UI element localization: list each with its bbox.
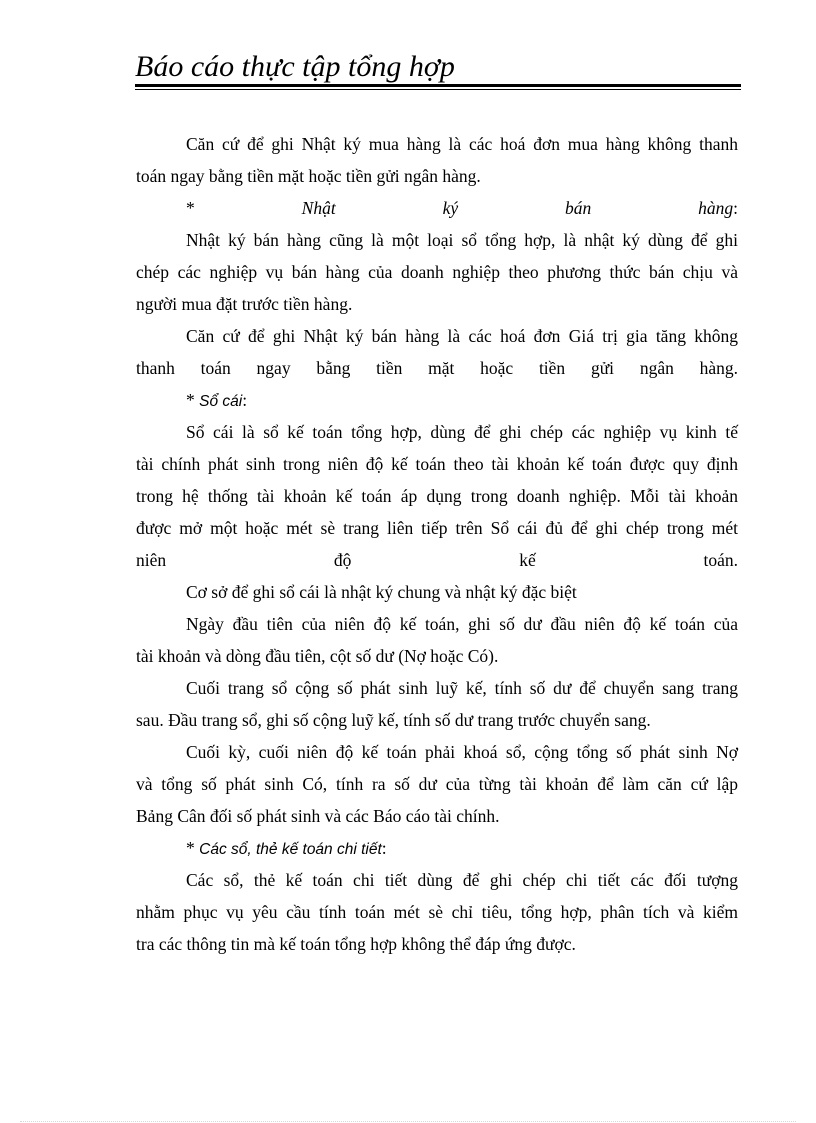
heading-label: Sổ cái [199, 393, 243, 410]
bullet-star: * [186, 390, 200, 410]
heading-word: ký [442, 198, 459, 218]
paragraph-line: Căn cứ để ghi Nhật ký bán hàng là các hoá đơn Giá trị gia tăng không [186, 326, 738, 346]
paragraph-line: được mở một hoặc mét sè trang liên tiếp trên Sổ cái đủ để ghi chép trong mét [136, 518, 738, 538]
paragraph-line: sau. Đầu trang sổ, ghi số cộng luỹ kế, tính số dư trang trước chuyển sang. [136, 710, 651, 730]
paragraph-line: thanh toán ngay bằng tiền mặt hoặc tiền gửi ngân hàng. [136, 358, 738, 378]
heading-so-the-chi-tiet [136, 832, 738, 864]
heading-word: hàng [698, 198, 734, 218]
paragraph-line: Nhật ký bán hàng cũng là một loại sổ tổng hợp, là nhật ký dùng để ghi [186, 230, 738, 250]
paragraph-line: tài chính phát sinh trong niên độ kế toán theo tài khoản kế toán được quy định [136, 454, 738, 474]
page-header-title: Báo cáo thực tập tổng hợp [135, 50, 455, 83]
paragraph-line: tài khoản và dòng đầu tiên, cột số dư (Nợ hoặc Có). [136, 646, 499, 666]
paragraph-line: nhằm phục vụ yêu cầu tính toán mét sè chỉ tiêu, tổng hợp, phân tích và kiểm [136, 902, 738, 922]
bullet-star: * [186, 198, 195, 218]
heading-word: Nhật [301, 198, 336, 218]
bullet-star: * [186, 838, 200, 858]
paragraph-line: chép các nghiệp vụ bán hàng của doanh nghiệp theo phương thức bán chịu và [136, 262, 738, 282]
paragraph-line: người mua đặt trước tiền hàng. [136, 294, 353, 314]
paragraph-line: Bảng Cân đối số phát sinh và các Báo cáo tài chính. [136, 806, 500, 826]
header-rule-thin [135, 89, 741, 90]
heading-label: Các sổ, thẻ kế toán chi tiết [199, 841, 382, 858]
page-footer-divider [20, 1121, 796, 1122]
heading-colon: : [733, 198, 739, 218]
paragraph-line: toán ngay bằng tiền mặt hoặc tiền gửi ngân hàng. [136, 166, 481, 186]
paragraph-line: Sổ cái là sổ kế toán tổng hợp, dùng để ghi chép các nghiệp vụ kinh tế [186, 422, 738, 442]
header-rule-thick [135, 84, 741, 87]
paragraph-line: Căn cứ để ghi Nhật ký mua hàng là các hoá đơn mua hàng không thanh [186, 134, 738, 154]
paragraph-line: trong hệ thống tài khoản kế toán áp dụng trong doanh nghiệp. Mỗi tài khoản [136, 486, 738, 506]
paragraph-line: niên độ kế toán. [136, 550, 738, 570]
heading-colon: : [242, 390, 248, 410]
heading-nhat-ky-ban-hang [136, 192, 738, 224]
heading-colon: : [381, 838, 387, 858]
paragraph-line: Ngày đầu tiên của niên độ kế toán, ghi số dư đầu niên độ kế toán của [186, 614, 738, 634]
paragraph-line: tra các thông tin mà kế toán tổng hợp không thể đáp ứng được. [136, 934, 576, 954]
paragraph-line: và tổng số phát sinh Có, tính ra số dư của từng tài khoản để làm căn cứ lập [136, 774, 738, 794]
heading-so-cai [136, 384, 738, 416]
heading-word: bán [565, 198, 592, 218]
document-body [136, 128, 738, 960]
paragraph-line: Các sổ, thẻ kế toán chi tiết dùng để ghi chép chi tiết các đối tượng [186, 870, 738, 890]
paragraph-line: Cơ sở để ghi sổ cái là nhật ký chung và nhật ký đặc biệt [186, 582, 577, 602]
paragraph-line: Cuối trang sổ cộng số phát sinh luỹ kế, tính số dư để chuyển sang trang [186, 678, 738, 698]
paragraph-line: Cuối kỳ, cuối niên độ kế toán phải khoá sổ, cộng tổng số phát sinh Nợ [186, 742, 738, 762]
